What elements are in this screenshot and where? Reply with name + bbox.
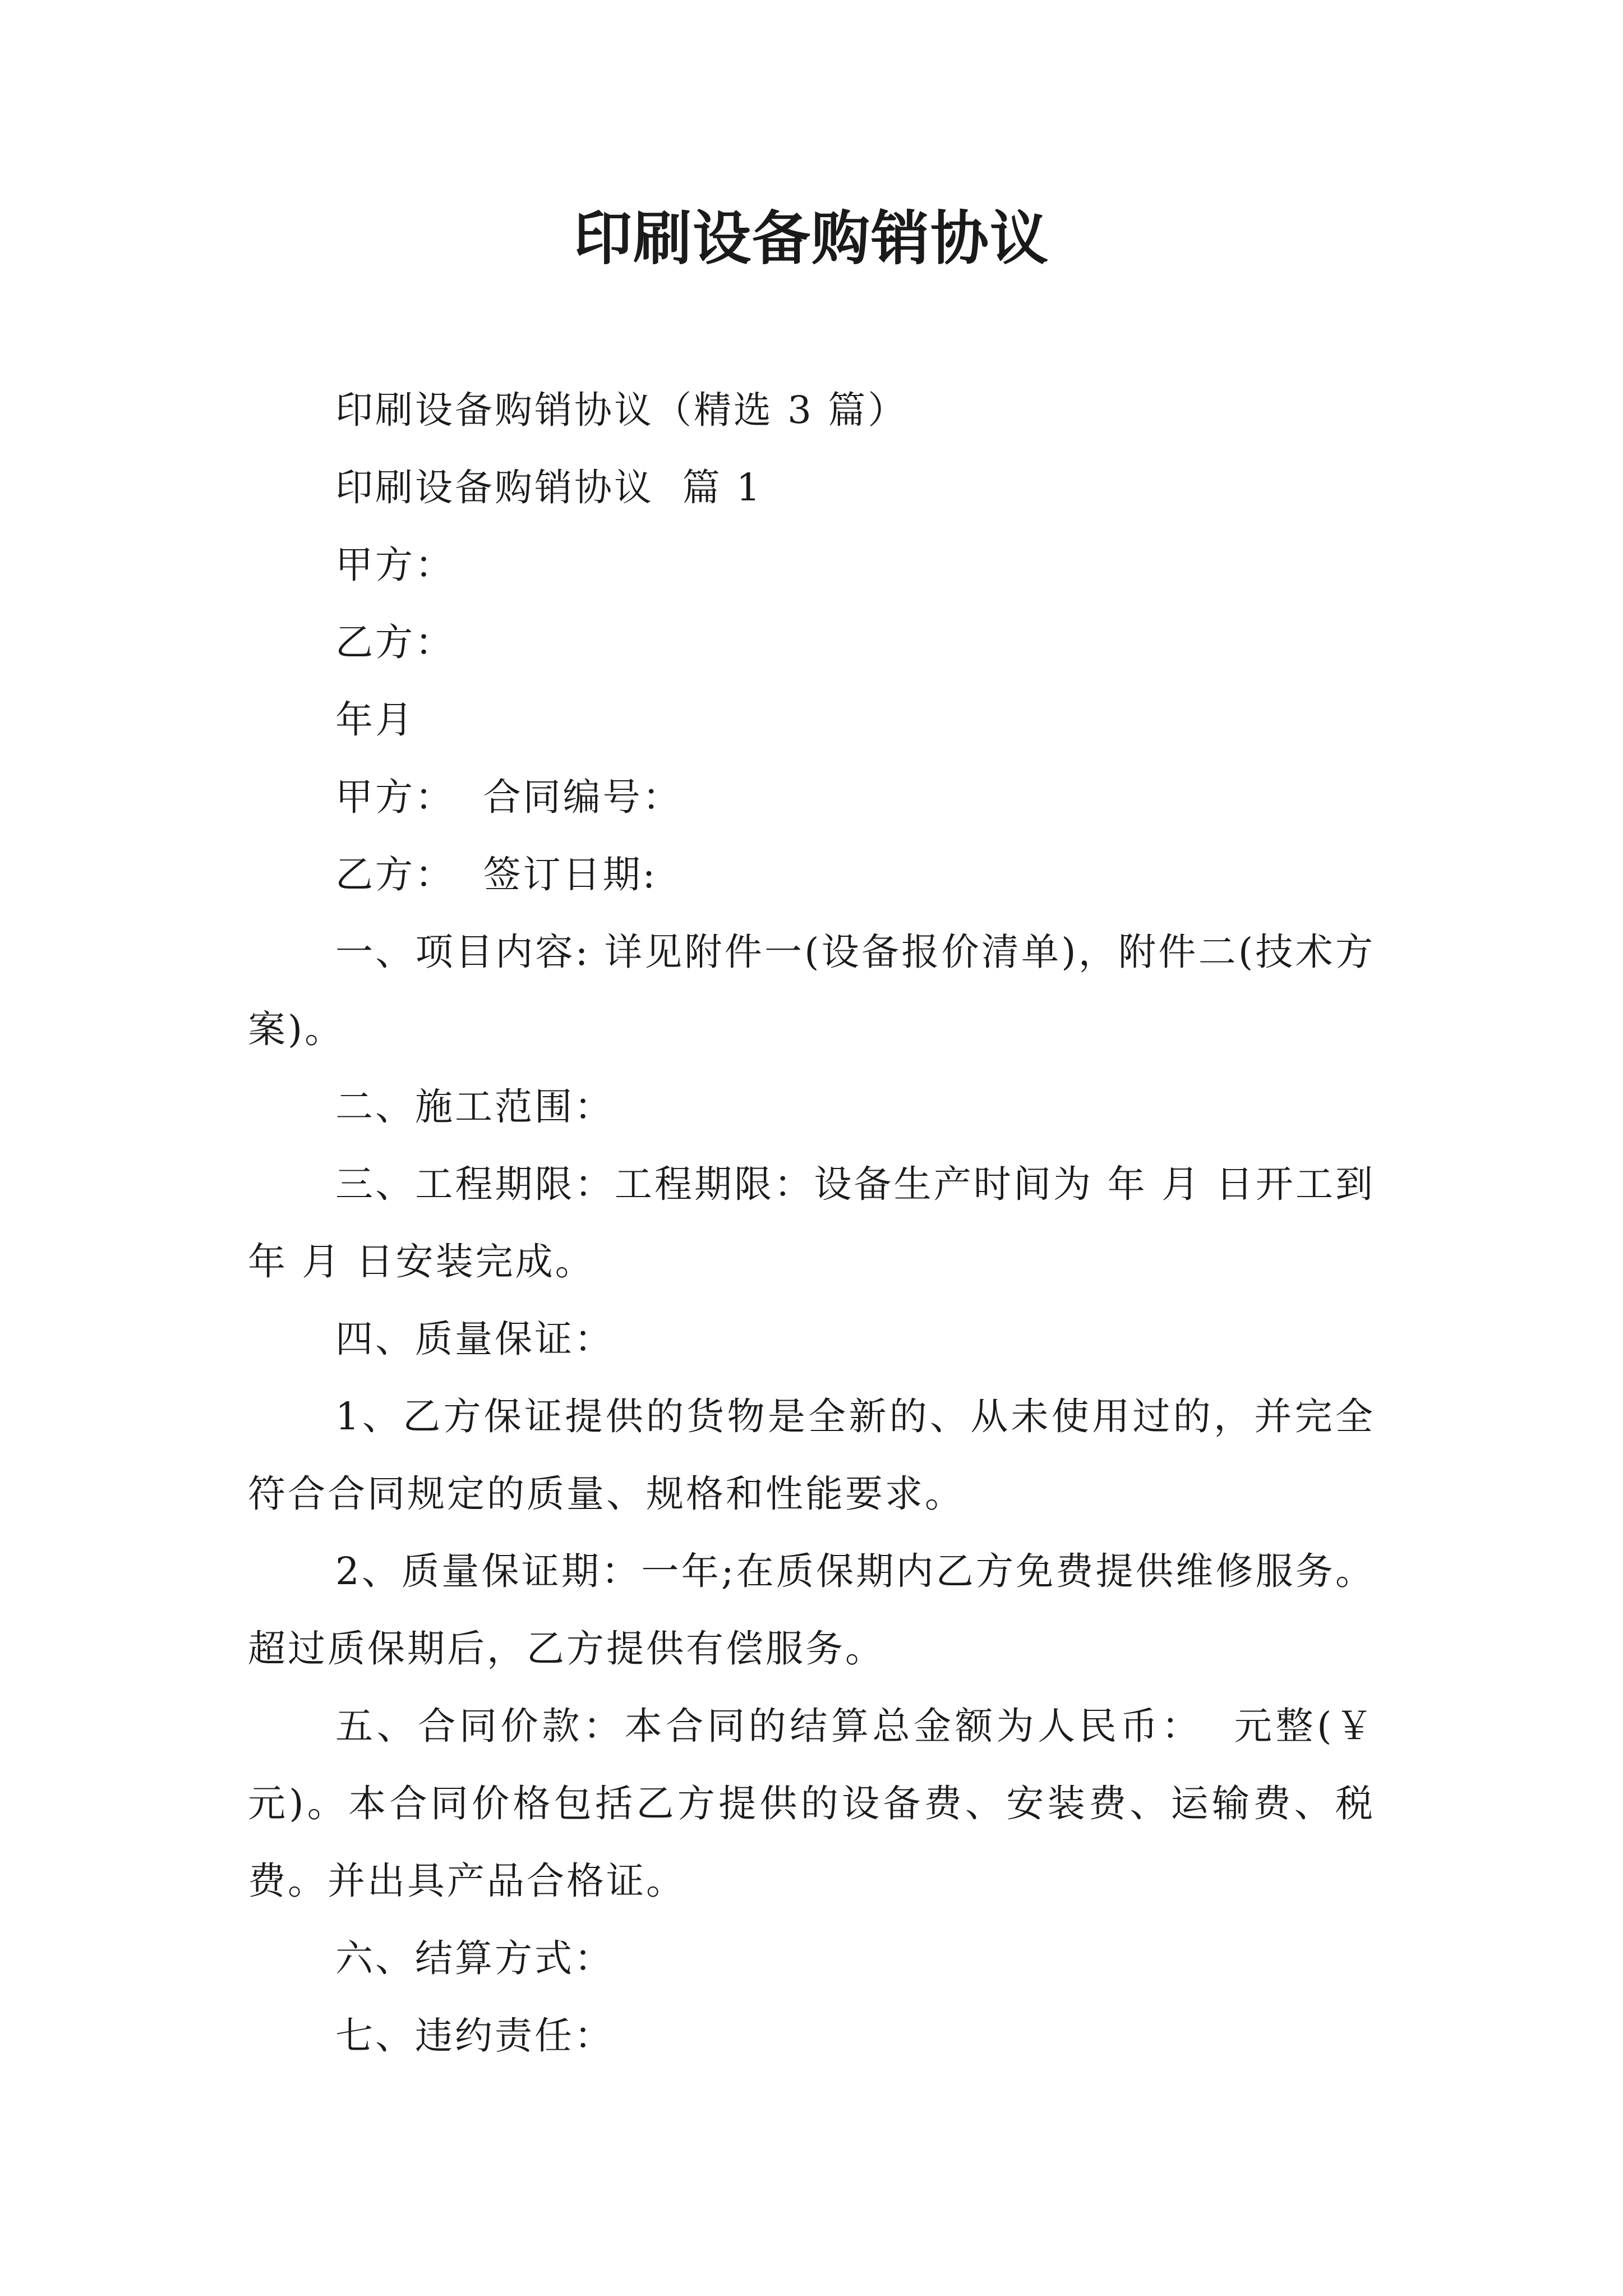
document-title: 印刷设备购销协议 — [573, 204, 1049, 273]
paragraph-party-b-signing-date: 乙方： 签订日期: — [335, 853, 658, 896]
paragraph-party-b: 乙方： — [335, 620, 455, 664]
paragraph-collection-title: 印刷设备购销协议（精选 3 篇） — [335, 388, 908, 432]
paragraph-clause-settlement: 六、结算方式： — [335, 1936, 614, 1980]
paragraph-party-a-contract-number: 甲方： 合同编号： — [335, 775, 683, 819]
paragraph-clause-breach-liability: 七、违约责任： — [335, 2014, 614, 2058]
paragraph-clause-project-period: 三、工程期限：工程期限：设备生产时间为 年 月 日开工到 年 月 日安装完成。 — [248, 1162, 1390, 1283]
paragraph-clause-contract-price: 五、合同价款：本合同的结算总金额为人民币： 元整(￥ 元)。本合同价格包括乙方提供的设备费、安装费、运输费、税费。并出具产品合格证。 — [248, 1704, 1404, 1903]
paragraph-party-a: 甲方： — [335, 543, 455, 587]
paragraph-part-heading: 印刷设备购销协议 篇 1 — [335, 466, 763, 509]
paragraph-date: 年月 — [335, 698, 415, 742]
document-body — [248, 371, 1404, 2074]
paragraph-clause-construction-scope: 二、施工范围： — [335, 1085, 614, 1129]
paragraph-clause-quality-guarantee: 四、质量保证： — [335, 1317, 614, 1361]
paragraph-quality-item-2: 2、质量保证期：一年;在质保期内乙方免费提供维修服务。超过质保期后，乙方提供有偿服务。 — [248, 1549, 1375, 1671]
paragraph-quality-item-1: 1、乙方保证提供的货物是全新的、从未使用过的，并完全符合合同规定的质量、规格和性能要求。 — [248, 1395, 1375, 1516]
paragraph-clause-project-content: 一、项目内容: 详见附件一(设备报价清单)，附件二(技术方案)。 — [248, 930, 1375, 1051]
